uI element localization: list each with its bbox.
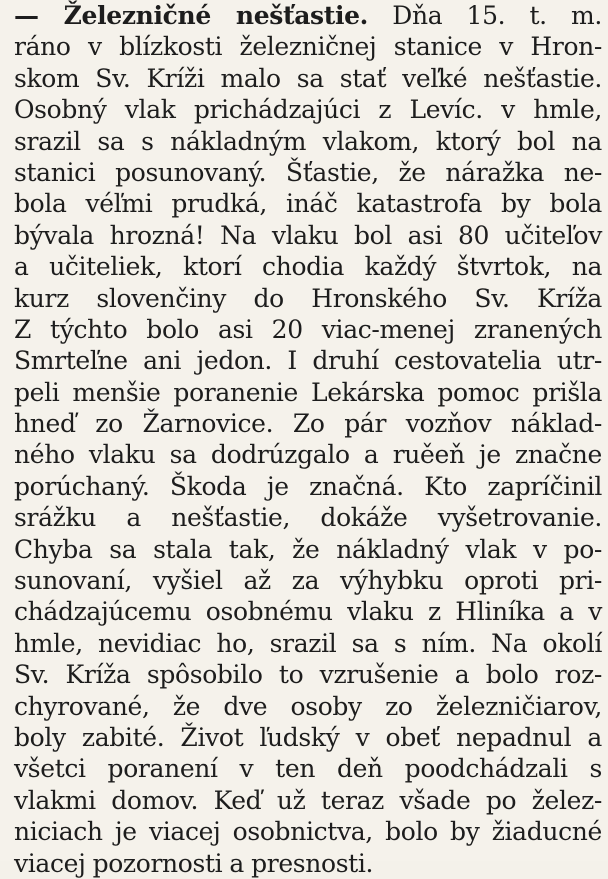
article-line: hneď zo Žarnovice. Zo pár vozňov náklad- — [14, 409, 602, 439]
article-line: Dňa 15. t. m. — [392, 1, 602, 30]
article-line: peli menšie poranenie Lekárska pomoc prišla — [14, 377, 602, 407]
article-line: niciach je viacej osobnictva, bolo by žiaducné — [14, 817, 602, 847]
article-heading: — Železničné nešťastie. — [14, 1, 369, 30]
article-line: boly zabité. Život ľudský v obeť nepadnul a — [14, 722, 602, 752]
article-line: ráno v blízkosti železničnej stanice v Hron- — [14, 32, 602, 62]
article-line: srážku a nešťastie, dokáže vyšetrovanie. — [14, 503, 602, 533]
article-line: ného vlaku sa dodrúzgalo a ruěeň je značne — [14, 440, 602, 470]
article-line: Smrteľne ani jedon. I druhí cestovatelia utr- — [14, 346, 602, 376]
article-line: hmle, nevidiac ho, srazil sa s ním. Na okolí — [14, 628, 602, 658]
article-line: kurz slovenčiny do Hronského Sv. Kríža — [14, 283, 602, 313]
article-line: sunovaní, vyšiel až za výhybku oproti pri- — [14, 566, 602, 596]
article-first-line — [14, 0, 602, 31]
article-line: chádzajúcemu osobnému vlaku z Hliníka a v — [14, 597, 602, 627]
article-line: vlakmi domov. Keď už teraz všade po želez- — [14, 785, 602, 815]
article-line: skom Sv. Kríži malo sa stať veľké nešťastie. — [14, 63, 602, 93]
article-line: všetci poranení v ten deň poodchádzali s — [14, 754, 602, 784]
article-line: a učiteliek, ktorí chodia každý štvrtok, na — [14, 252, 602, 282]
article-line: Chyba sa stala tak, že nákladný vlak v po- — [14, 534, 602, 564]
news-article — [14, 0, 602, 879]
article-line: bola véľmi prudká, ináč katastrofa by bola — [14, 189, 602, 219]
article-line: porúchaný. Škoda je značná. Kto zapríčinil — [14, 471, 602, 501]
article-line: srazil sa s nákladným vlakom, ktorý bol na — [14, 126, 602, 156]
article-line: bývala hrozná! Na vlaku bol asi 80 učiteľov — [14, 220, 602, 250]
article-line: Sv. Kríža spôsobilo to vzrušenie a bolo roz- — [14, 660, 602, 690]
article-last-line: viacej pozornosti a presnosti. — [14, 848, 374, 878]
article-line: Osobný vlak prichádzajúci z Levíc. v hmle, — [14, 95, 602, 125]
article-line: chyrované, že dve osoby zo železničiarov, — [14, 691, 602, 721]
article-line: stanici posunovaný. Šťastie, že náražka ne- — [14, 157, 602, 187]
article-line: Z týchto bolo asi 20 viac-menej zranených — [14, 314, 602, 344]
